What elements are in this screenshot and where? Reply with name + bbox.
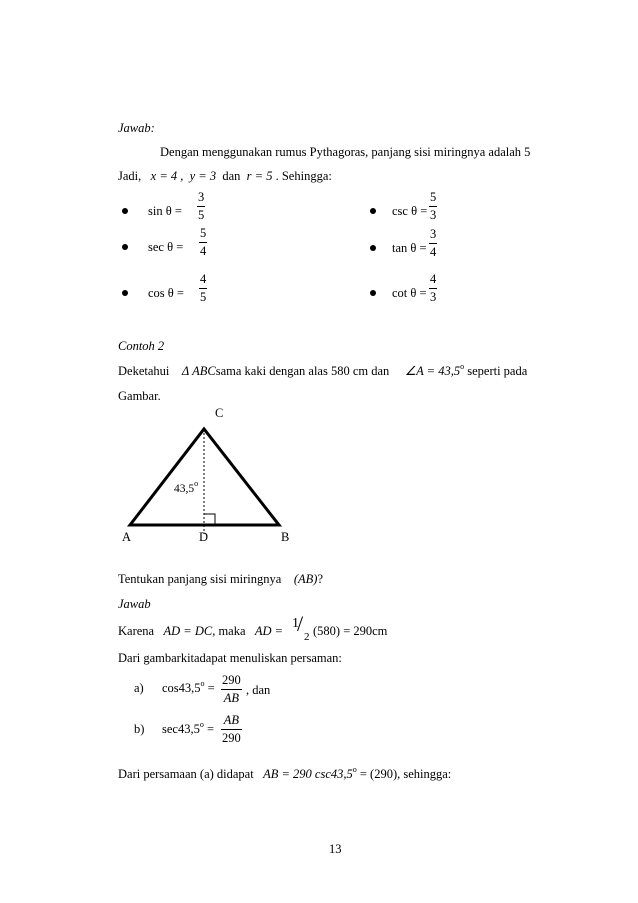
contoh-sama-kaki: sama kaki dengan alas 580 cm dan	[215, 364, 390, 378]
contoh-line1	[118, 362, 528, 378]
jawab-heading: Jawab:	[118, 121, 155, 135]
bullet-cos	[122, 290, 128, 296]
eq-ad-rhs: (580) = 290cm	[313, 624, 388, 638]
cot-label: cot θ =	[392, 286, 427, 300]
csc-fraction	[429, 191, 437, 221]
right-angle-mark	[204, 514, 215, 525]
final-degree: o	[352, 765, 357, 774]
pythagoras-sentence: Dengan menggunakan rumus Pythagoras, panjang sisi miringnya adalah 5	[160, 145, 531, 159]
eq-ad-dc: AD = DC	[163, 624, 213, 638]
triangle-figure	[110, 400, 310, 550]
sin-fraction	[197, 191, 205, 221]
bullet-sin	[122, 208, 128, 214]
tan-label: tan θ =	[392, 241, 427, 255]
maka-word: , maka	[212, 624, 246, 638]
final-eq: AB = 290 csc43,5	[263, 767, 353, 781]
vertex-c-label: C	[215, 406, 224, 420]
item-a-lhs	[162, 679, 215, 695]
vertex-d-label: D	[199, 530, 209, 544]
vertex-a-label: A	[122, 530, 132, 544]
contoh-seperti: seperti pada	[467, 364, 528, 378]
karena-word: Karena	[118, 624, 155, 638]
item-a-denominator: AB	[223, 690, 240, 705]
sec-label: sec θ =	[148, 240, 184, 254]
item-b-equals: =	[206, 722, 215, 736]
values-prefix: Jadi,	[118, 169, 142, 183]
question-end: ?	[317, 572, 324, 586]
angle-value: 43,5	[174, 483, 195, 495]
cos-fraction	[199, 273, 207, 303]
eq-ad-lhs: AD =	[254, 624, 284, 638]
csc-label: csc θ =	[392, 204, 428, 218]
cot-numerator: 4	[430, 272, 437, 286]
sin-numerator: 3	[198, 190, 205, 204]
bullet-csc	[370, 208, 376, 214]
item-a-degree: o	[200, 679, 205, 688]
dari-line: Dari gambarkitadapat menuliskan persaman:	[118, 651, 342, 665]
values-line	[118, 170, 332, 183]
bullet-tan	[370, 245, 376, 251]
contoh-heading: Contoh 2	[118, 339, 165, 353]
cos-denominator: 5	[200, 289, 207, 304]
angle-a-degree: o	[460, 362, 465, 371]
value-r: r = 5	[246, 169, 273, 183]
csc-denominator: 3	[430, 207, 437, 222]
cot-denominator: 3	[430, 289, 437, 304]
angle-degree: o	[194, 479, 199, 488]
sin-denominator: 5	[198, 207, 205, 222]
sec-numerator: 5	[200, 226, 207, 240]
tan-numerator: 3	[430, 227, 437, 241]
item-a-func: cos43,5	[162, 681, 201, 695]
tan-denominator: 4	[430, 244, 437, 259]
page-number: 13	[329, 842, 342, 856]
item-a-numerator: 290	[222, 673, 241, 687]
csc-numerator: 5	[430, 190, 437, 204]
half-slash: /	[297, 611, 304, 636]
item-b-label: b)	[134, 722, 145, 736]
values-dan: dan	[222, 169, 241, 183]
item-b-degree: o	[199, 720, 204, 729]
final-line	[118, 765, 452, 781]
final-end: , sehingga:	[397, 767, 452, 781]
values-suffix: . Sehingga:	[275, 169, 332, 183]
jawab2-heading: Jawab	[118, 597, 151, 611]
item-b-denominator: 290	[222, 730, 241, 745]
item-b-fraction	[221, 714, 242, 744]
question-line	[118, 573, 323, 586]
contoh-deketahui: Deketahui	[118, 364, 170, 378]
item-a-fraction	[221, 674, 242, 704]
triangle-name: Δ ABC	[181, 364, 216, 378]
item-b-numerator: AB	[223, 713, 240, 727]
angle-label	[174, 479, 199, 496]
value-x: x = 4 ,	[150, 169, 184, 183]
cos-numerator: 4	[200, 272, 207, 286]
value-y: y = 3	[189, 169, 217, 183]
item-a-equals: =	[207, 681, 215, 695]
half-numerator: 1	[292, 616, 299, 631]
item-b-lhs	[162, 720, 215, 736]
cot-fraction	[429, 273, 437, 303]
sec-denominator: 4	[200, 243, 207, 258]
sec-fraction	[199, 227, 207, 257]
bullet-sec	[122, 244, 128, 250]
karena-line	[118, 625, 283, 638]
bullet-cot	[370, 290, 376, 296]
final-eq2: = (290)	[359, 767, 398, 781]
final-text: Dari persamaan (a) didapat	[118, 767, 254, 781]
tan-fraction	[429, 228, 437, 258]
question-var: (AB)	[293, 572, 318, 586]
question-text: Tentukan panjang sisi miringnya	[118, 572, 282, 586]
contoh-line2: Gambar.	[118, 389, 161, 403]
cos-label: cos θ =	[148, 286, 184, 300]
vertex-b-label: B	[281, 530, 290, 544]
item-a-label: a)	[134, 681, 144, 695]
item-a-tail: , dan	[246, 683, 271, 697]
item-b-func: sec43,5	[162, 722, 200, 736]
sin-label: sin θ =	[148, 204, 182, 218]
half-denominator: 2	[304, 631, 310, 643]
angle-a: ∠A = 43,5	[404, 364, 461, 378]
